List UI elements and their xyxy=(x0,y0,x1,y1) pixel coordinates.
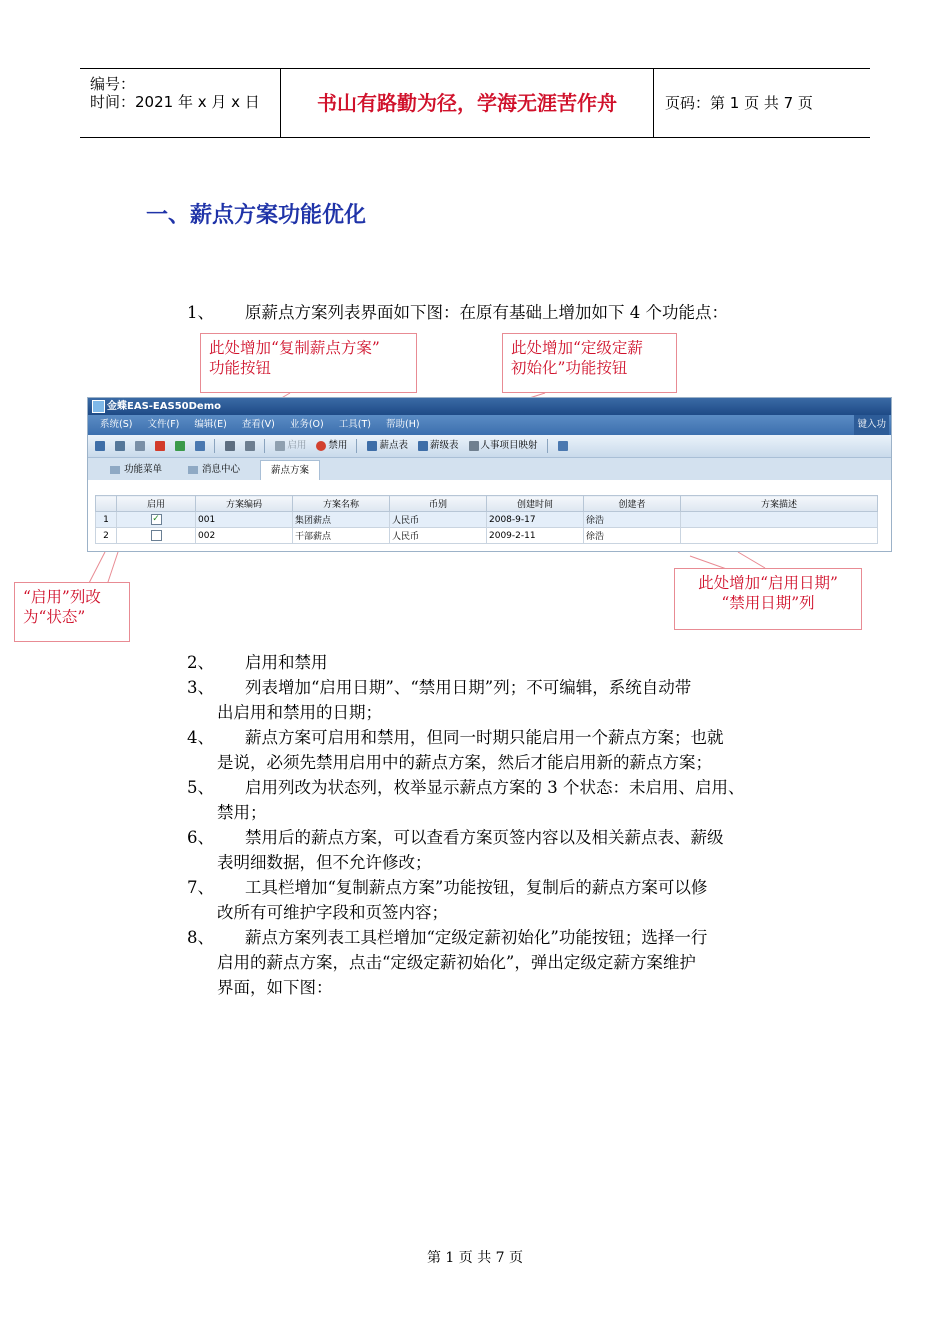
toolbar-separator xyxy=(214,439,215,453)
callout-date-columns xyxy=(674,568,862,630)
mapping-icon xyxy=(469,441,479,451)
header-motto: 书山有路勤为径，学海无涯苦作舟 xyxy=(281,69,654,137)
created-cell: 2008-9-17 xyxy=(487,512,584,528)
callout-line: 功能按钮 xyxy=(209,359,272,377)
toolbar-separator xyxy=(547,439,548,453)
refresh-icon[interactable] xyxy=(175,441,185,451)
callout-line: 此处增加“复制薪点方案” xyxy=(209,339,380,357)
print-icon[interactable] xyxy=(225,441,235,451)
callout-line: 初始化”功能按钮 xyxy=(511,359,628,377)
message-icon xyxy=(188,466,198,474)
col-name[interactable]: 方案名称 xyxy=(293,496,390,512)
item-text: 列表增加“启用日期”、“禁用日期”列；不可编辑，系统自动带 xyxy=(245,678,692,697)
col-enabled[interactable]: 启用 xyxy=(117,496,196,512)
salary-point-table-button[interactable]: 薪点表 xyxy=(379,440,408,451)
name-cell: 集团薪点 xyxy=(293,512,390,528)
col-currency[interactable]: 币别 xyxy=(390,496,487,512)
header-page-info: 页码：第 1 页 共 7 页 xyxy=(665,94,813,112)
item-text-cont: 禁用； xyxy=(217,803,267,822)
eas-screenshot xyxy=(87,397,892,552)
export-icon[interactable] xyxy=(195,441,205,451)
enable-icon xyxy=(275,441,285,451)
save-icon[interactable] xyxy=(115,441,125,451)
grade-table-icon xyxy=(418,441,428,451)
window-title: 金蝶EAS-EAS50Demo xyxy=(107,401,221,412)
enabled-cell xyxy=(117,528,196,544)
tab-message-center[interactable] xyxy=(178,460,250,480)
item-text: 原薪点方案列表界面如下图：在原有基础上增加如下 4 个功能点： xyxy=(245,303,728,322)
item-number: 3、 xyxy=(187,678,214,697)
table-header-row xyxy=(96,496,878,512)
feature-list xyxy=(0,650,950,1000)
callout-init-button xyxy=(502,333,677,393)
callout-status-column xyxy=(14,582,130,642)
table-row[interactable] xyxy=(96,528,878,544)
desc-cell xyxy=(681,528,878,544)
name-cell: 干部薪点 xyxy=(293,528,390,544)
menu-system[interactable]: 系统(S) xyxy=(100,419,133,430)
row-index: 2 xyxy=(96,528,117,544)
tab-strip xyxy=(88,458,891,481)
hr-mapping-button[interactable]: 人事项目映射 xyxy=(480,440,538,451)
callout-line: 此处增加“启用日期” xyxy=(698,574,838,592)
menu-bar xyxy=(88,415,891,435)
enabled-checkbox[interactable] xyxy=(151,530,162,541)
col-code[interactable]: 方案编码 xyxy=(196,496,293,512)
menu-file[interactable]: 文件(F) xyxy=(147,419,180,430)
delete-icon[interactable] xyxy=(155,441,165,451)
callout-line: “禁用日期”列 xyxy=(721,594,815,612)
exit-icon[interactable] xyxy=(558,441,568,451)
tab-label: 薪点方案 xyxy=(271,465,310,476)
currency-cell: 人民币 xyxy=(390,528,487,544)
item-text-cont: 界面，如下图： xyxy=(217,978,333,997)
item-text: 禁用后的薪点方案，可以查看方案页签内容以及相关薪点表、薪级 xyxy=(245,828,724,847)
toolbar-separator xyxy=(356,439,357,453)
toolbar-separator xyxy=(264,439,265,453)
item-text-cont: 出启用和禁用的日期； xyxy=(217,703,382,722)
col-created-time[interactable]: 创建时间 xyxy=(487,496,584,512)
currency-cell: 人民币 xyxy=(390,512,487,528)
callout-line: 此处增加“定级定薪 xyxy=(511,339,643,357)
grid-area xyxy=(88,480,891,551)
created-cell: 2009-2-11 xyxy=(487,528,584,544)
item-text: 启用列改为状态列，枚举显示薪点方案的 3 个状态：未启用、启用、 xyxy=(245,778,745,797)
item-text: 薪点方案可启用和禁用，但同一时期只能启用一个薪点方案；也就 xyxy=(245,728,724,747)
desc-cell xyxy=(681,512,878,528)
item-number: 5、 xyxy=(187,778,214,797)
creator-cell: 徐浩 xyxy=(584,512,681,528)
function-search-input[interactable]: 键入功 xyxy=(854,415,889,435)
window-titlebar xyxy=(88,398,891,415)
menu-help[interactable]: 帮助(H) xyxy=(385,419,420,430)
menu-edit[interactable]: 编辑(E) xyxy=(194,419,227,430)
item-text: 工具栏增加“复制薪点方案”功能按钮，复制后的薪点方案可以修 xyxy=(245,878,708,897)
col-creator[interactable]: 创建者 xyxy=(584,496,681,512)
tab-label: 消息中心 xyxy=(202,464,241,475)
item-text-cont: 是说，必须先禁用启用中的薪点方案，然后才能启用新的薪点方案； xyxy=(217,753,712,772)
item-number: 7、 xyxy=(187,878,214,897)
col-description[interactable]: 方案描述 xyxy=(681,496,878,512)
item-number: 1、 xyxy=(187,303,214,322)
col-index xyxy=(96,496,117,512)
table-row[interactable] xyxy=(96,512,878,528)
callout-line: 为“状态” xyxy=(23,608,86,626)
menu-icon xyxy=(110,466,120,474)
item-text-cont: 表明细数据，但不允许修改； xyxy=(217,853,432,872)
item-number: 8、 xyxy=(187,928,214,947)
code-cell: 002 xyxy=(196,528,293,544)
disable-icon xyxy=(316,441,326,451)
creator-cell: 徐浩 xyxy=(584,528,681,544)
enabled-cell xyxy=(117,512,196,528)
app-logo-icon xyxy=(92,400,105,413)
item-number: 2、 xyxy=(187,653,214,672)
menu-view[interactable]: 查看(V) xyxy=(241,419,275,430)
callout-line: “启用”列改 xyxy=(23,588,101,606)
tab-salary-point-plan[interactable] xyxy=(260,460,320,481)
item-text: 薪点方案列表工具栏增加“定级定薪初始化”功能按钮；选择一行 xyxy=(245,928,708,947)
callout-copy-button xyxy=(200,333,417,393)
tab-function-menu[interactable] xyxy=(100,460,172,480)
time-label: 时间：2021 年 x 月 x 日 xyxy=(90,93,260,111)
plan-table xyxy=(95,495,878,544)
item-number: 4、 xyxy=(187,728,214,747)
item-text-cont: 改所有可维护字段和页签内容； xyxy=(217,903,448,922)
code-cell: 001 xyxy=(196,512,293,528)
toolbar xyxy=(88,435,891,458)
table-icon xyxy=(367,441,377,451)
disable-button[interactable]: 禁用 xyxy=(328,440,348,451)
item-number: 6、 xyxy=(187,828,214,847)
menu-business[interactable]: 业务(O) xyxy=(289,419,324,430)
new-icon[interactable] xyxy=(95,441,105,451)
number-label: 编号： xyxy=(90,75,136,93)
enabled-checkbox[interactable]: ✓ xyxy=(152,514,160,524)
page-footer: 第 1 页 共 7 页 xyxy=(426,1250,524,1266)
menu-tools[interactable]: 工具(T) xyxy=(338,419,371,430)
enable-button[interactable]: 启用 xyxy=(287,440,307,451)
edit-icon[interactable] xyxy=(135,441,145,451)
section-title: 一、薪点方案功能优化 xyxy=(146,203,367,228)
salary-grade-table-button[interactable]: 薪级表 xyxy=(429,440,459,451)
item-text-cont: 启用的薪点方案，点击“定级定薪初始化”，弹出定级定薪方案维护 xyxy=(217,953,696,972)
tab-label: 功能菜单 xyxy=(124,464,163,475)
item-text: 启用和禁用 xyxy=(245,653,328,672)
preview-icon[interactable] xyxy=(245,441,255,451)
row-index: 1 xyxy=(96,512,117,528)
